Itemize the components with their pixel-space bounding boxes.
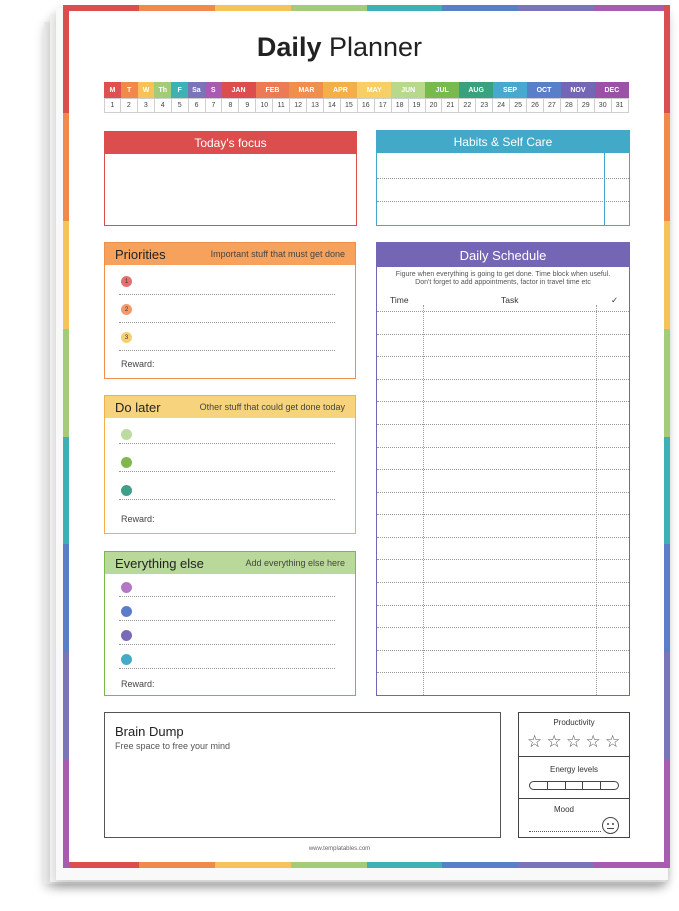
do-later-title: Do later bbox=[115, 399, 161, 415]
do-later-line[interactable] bbox=[119, 471, 335, 472]
schedule-row[interactable] bbox=[377, 447, 629, 470]
calendar-day[interactable]: 20 bbox=[426, 98, 443, 113]
edge-color-segment bbox=[139, 862, 215, 868]
priorities-title: Priorities bbox=[115, 246, 166, 262]
do-later-bullet-dot bbox=[121, 485, 132, 496]
calendar-day[interactable]: 15 bbox=[341, 98, 358, 113]
edge-color-segment bbox=[63, 221, 69, 329]
rainbow-edge-top bbox=[63, 5, 670, 11]
schedule-row[interactable] bbox=[377, 672, 629, 695]
calendar-day[interactable]: 3 bbox=[138, 98, 155, 113]
energy-segment[interactable] bbox=[548, 782, 566, 789]
calendar-header-row bbox=[104, 82, 629, 98]
mood-label: Mood bbox=[553, 805, 574, 814]
daily-schedule-note-line2: Don't forget to add appointments, factor in travel time etc bbox=[415, 279, 591, 286]
calendar-header-m[interactable]: M bbox=[104, 82, 121, 98]
everything-else-bullet-dot bbox=[121, 630, 132, 641]
calendar-day[interactable]: 12 bbox=[290, 98, 307, 113]
calendar-day[interactable]: 25 bbox=[510, 98, 527, 113]
mood-line[interactable] bbox=[529, 831, 601, 832]
productivity-label: Productivity bbox=[553, 718, 595, 727]
do-later-line[interactable] bbox=[119, 499, 335, 500]
todays-focus-box bbox=[104, 131, 357, 226]
edge-color-segment bbox=[594, 862, 670, 868]
calendar-header-nov[interactable]: NOV bbox=[561, 82, 595, 98]
edge-color-segment bbox=[215, 5, 291, 11]
priority-number-badge: 3 bbox=[121, 332, 132, 343]
priority-line[interactable] bbox=[119, 322, 335, 323]
edge-color-segment bbox=[442, 5, 518, 11]
calendar-day[interactable]: 17 bbox=[375, 98, 392, 113]
calendar-header-sa[interactable]: Sa bbox=[188, 82, 205, 98]
energy-level-bar[interactable] bbox=[529, 781, 619, 790]
schedule-row[interactable] bbox=[377, 469, 629, 492]
page-title bbox=[0, 32, 679, 63]
calendar-day[interactable]: 18 bbox=[392, 98, 409, 113]
habits-line bbox=[377, 178, 629, 179]
edge-color-segment bbox=[215, 862, 291, 868]
habits-divider bbox=[604, 153, 605, 225]
edge-color-segment bbox=[367, 5, 443, 11]
energy-segment[interactable] bbox=[601, 782, 618, 789]
brain-dump-subtitle: Free space to free your mind bbox=[115, 741, 231, 751]
everything-else-bullet-dot bbox=[121, 606, 132, 617]
edge-color-segment bbox=[594, 5, 670, 11]
calendar-header-mar[interactable]: MAR bbox=[289, 82, 323, 98]
todays-focus-title: Today's focus bbox=[194, 136, 267, 150]
calendar-days-row bbox=[104, 98, 629, 113]
edge-color-segment bbox=[664, 544, 670, 652]
edge-color-segment bbox=[664, 437, 670, 545]
priorities-box bbox=[104, 242, 356, 379]
priorities-header bbox=[105, 243, 355, 265]
priority-line[interactable] bbox=[119, 294, 335, 295]
edge-color-segment bbox=[664, 652, 670, 760]
calendar-day[interactable]: 28 bbox=[561, 98, 578, 113]
do-later-reward-label: Reward: bbox=[121, 514, 155, 524]
productivity-section bbox=[519, 713, 629, 757]
edge-color-segment bbox=[664, 113, 670, 221]
calendar-header-oct[interactable]: OCT bbox=[527, 82, 561, 98]
brain-dump-title: Brain Dump bbox=[115, 724, 184, 739]
priority-number-badge: 1 bbox=[121, 276, 132, 287]
do-later-bullet-dot bbox=[121, 429, 132, 440]
edge-color-segment bbox=[442, 862, 518, 868]
everything-else-line[interactable] bbox=[119, 644, 335, 645]
everything-else-bullet-dot bbox=[121, 654, 132, 665]
calendar-header-jun[interactable]: JUN bbox=[391, 82, 425, 98]
tracker-box bbox=[518, 712, 630, 838]
calendar-day[interactable]: 4 bbox=[155, 98, 172, 113]
schedule-row[interactable] bbox=[377, 514, 629, 537]
schedule-row[interactable] bbox=[377, 492, 629, 515]
edge-color-segment bbox=[291, 862, 367, 868]
calendar-day[interactable]: 16 bbox=[358, 98, 375, 113]
todays-focus-area[interactable] bbox=[105, 154, 356, 225]
calendar-day[interactable]: 26 bbox=[527, 98, 544, 113]
calendar-day[interactable]: 1 bbox=[104, 98, 121, 113]
star-icon[interactable]: ☆ bbox=[566, 732, 582, 751]
priority-number-badge: 2 bbox=[121, 304, 132, 315]
title-light: Planner bbox=[328, 32, 423, 62]
energy-segment[interactable] bbox=[583, 782, 601, 789]
schedule-row[interactable] bbox=[377, 334, 629, 357]
schedule-col-divider bbox=[423, 305, 424, 695]
daily-schedule-columns bbox=[377, 295, 629, 309]
neutral-face-icon bbox=[602, 817, 619, 834]
priorities-subtitle: Important stuff that must get done bbox=[210, 249, 345, 259]
rainbow-edge-bottom bbox=[63, 862, 670, 868]
calendar-day[interactable]: 2 bbox=[121, 98, 138, 113]
calendar-day[interactable]: 14 bbox=[324, 98, 341, 113]
calendar-header-may[interactable]: MAY bbox=[357, 82, 391, 98]
edge-color-segment bbox=[139, 5, 215, 11]
calendar-header-f[interactable]: F bbox=[171, 82, 188, 98]
calendar-header-aug[interactable]: AUG bbox=[459, 82, 493, 98]
everything-else-title: Everything else bbox=[115, 555, 204, 571]
edge-color-segment bbox=[664, 329, 670, 437]
title-bold: Daily bbox=[256, 32, 322, 62]
calendar-day[interactable]: 29 bbox=[578, 98, 595, 113]
daily-schedule-title: Daily Schedule bbox=[459, 247, 547, 263]
calendar-header-jul[interactable]: JUL bbox=[425, 82, 459, 98]
everything-else-bullet-dot bbox=[121, 582, 132, 593]
everything-else-box bbox=[104, 551, 356, 696]
energy-label: Energy levels bbox=[549, 765, 599, 774]
column-check: ✓ bbox=[611, 295, 619, 305]
schedule-row[interactable] bbox=[377, 379, 629, 402]
calendar-day[interactable]: 19 bbox=[409, 98, 426, 113]
everything-else-line[interactable] bbox=[119, 620, 335, 621]
do-later-subtitle: Other stuff that could get done today bbox=[199, 402, 345, 412]
everything-else-subtitle: Add everything else here bbox=[245, 558, 345, 568]
calendar-header-t[interactable]: T bbox=[121, 82, 138, 98]
calendar-header-jan[interactable]: JAN bbox=[222, 82, 256, 98]
edge-color-segment bbox=[63, 329, 69, 437]
daily-schedule-header bbox=[377, 243, 629, 267]
brain-dump-box[interactable] bbox=[104, 712, 501, 838]
calendar-header-th[interactable]: Th bbox=[154, 82, 171, 98]
star-icon[interactable]: ☆ bbox=[527, 732, 543, 751]
priority-line[interactable] bbox=[119, 350, 335, 351]
calendar-day[interactable]: 27 bbox=[544, 98, 561, 113]
schedule-row[interactable] bbox=[377, 582, 629, 605]
calendar-day[interactable]: 31 bbox=[612, 98, 629, 113]
calendar-header-feb[interactable]: FEB bbox=[256, 82, 290, 98]
edge-color-segment bbox=[518, 5, 594, 11]
priorities-reward-label: Reward: bbox=[121, 359, 155, 369]
schedule-row[interactable] bbox=[377, 311, 629, 334]
do-later-bullet-dot bbox=[121, 457, 132, 468]
column-time: Time bbox=[390, 295, 409, 305]
edge-color-segment bbox=[518, 862, 594, 868]
calendar-day[interactable]: 9 bbox=[239, 98, 256, 113]
edge-color-segment bbox=[63, 544, 69, 652]
edge-color-segment bbox=[63, 437, 69, 545]
calendar-strip bbox=[104, 82, 629, 113]
daily-schedule-note-line1: Figure when everything is going to get done. Time block when useful. bbox=[395, 271, 611, 278]
edge-color-segment bbox=[367, 862, 443, 868]
calendar-day[interactable]: 21 bbox=[442, 98, 459, 113]
schedule-row[interactable] bbox=[377, 559, 629, 582]
calendar-day[interactable]: 11 bbox=[273, 98, 290, 113]
everything-else-header bbox=[105, 552, 355, 574]
calendar-day[interactable]: 23 bbox=[476, 98, 493, 113]
schedule-rows bbox=[377, 311, 629, 695]
habits-title: Habits & Self Care bbox=[453, 135, 553, 149]
rainbow-edge-right bbox=[664, 5, 670, 868]
star-icon[interactable]: ☆ bbox=[546, 732, 562, 751]
star-icon[interactable]: ☆ bbox=[605, 732, 621, 751]
energy-segment[interactable] bbox=[566, 782, 584, 789]
calendar-day[interactable]: 7 bbox=[206, 98, 223, 113]
calendar-day[interactable]: 10 bbox=[256, 98, 273, 113]
calendar-day[interactable]: 24 bbox=[493, 98, 510, 113]
schedule-col-divider bbox=[596, 305, 597, 695]
calendar-header-w[interactable]: W bbox=[138, 82, 155, 98]
calendar-day[interactable]: 5 bbox=[172, 98, 189, 113]
calendar-day[interactable]: 8 bbox=[222, 98, 239, 113]
do-later-line[interactable] bbox=[119, 443, 335, 444]
schedule-row[interactable] bbox=[377, 537, 629, 560]
calendar-header-s[interactable]: S bbox=[205, 82, 222, 98]
footer-url: www.templatables.com bbox=[308, 846, 371, 852]
schedule-row[interactable] bbox=[377, 650, 629, 673]
calendar-day[interactable]: 22 bbox=[459, 98, 476, 113]
everything-else-line[interactable] bbox=[119, 596, 335, 597]
energy-section bbox=[519, 757, 629, 799]
habits-box bbox=[376, 130, 630, 226]
rainbow-edge-left bbox=[63, 5, 69, 868]
calendar-header-sep[interactable]: SEP bbox=[493, 82, 527, 98]
column-task: Task bbox=[501, 295, 519, 305]
edge-color-segment bbox=[664, 221, 670, 329]
edge-color-segment bbox=[63, 862, 139, 868]
habits-header bbox=[377, 131, 629, 153]
calendar-day[interactable]: 6 bbox=[189, 98, 206, 113]
everything-else-line[interactable] bbox=[119, 668, 335, 669]
habits-line bbox=[377, 201, 629, 202]
schedule-row[interactable] bbox=[377, 627, 629, 650]
schedule-row[interactable] bbox=[377, 605, 629, 628]
everything-else-reward-label: Reward: bbox=[121, 679, 155, 689]
daily-schedule-box bbox=[376, 242, 630, 696]
mood-section bbox=[519, 799, 629, 837]
edge-color-segment bbox=[63, 5, 139, 11]
schedule-row[interactable] bbox=[377, 401, 629, 424]
schedule-row[interactable] bbox=[377, 356, 629, 379]
energy-segment[interactable] bbox=[530, 782, 548, 789]
todays-focus-header bbox=[105, 132, 356, 154]
star-icon[interactable]: ☆ bbox=[585, 732, 601, 751]
edge-color-segment bbox=[291, 5, 367, 11]
daily-schedule-note bbox=[377, 271, 629, 287]
do-later-box bbox=[104, 395, 356, 534]
edge-color-segment bbox=[63, 113, 69, 221]
calendar-day[interactable]: 30 bbox=[595, 98, 612, 113]
calendar-header-dec[interactable]: DEC bbox=[595, 82, 629, 98]
calendar-day[interactable]: 13 bbox=[307, 98, 324, 113]
edge-color-segment bbox=[63, 652, 69, 760]
schedule-row[interactable] bbox=[377, 424, 629, 447]
do-later-header bbox=[105, 396, 355, 418]
calendar-header-apr[interactable]: APR bbox=[323, 82, 357, 98]
